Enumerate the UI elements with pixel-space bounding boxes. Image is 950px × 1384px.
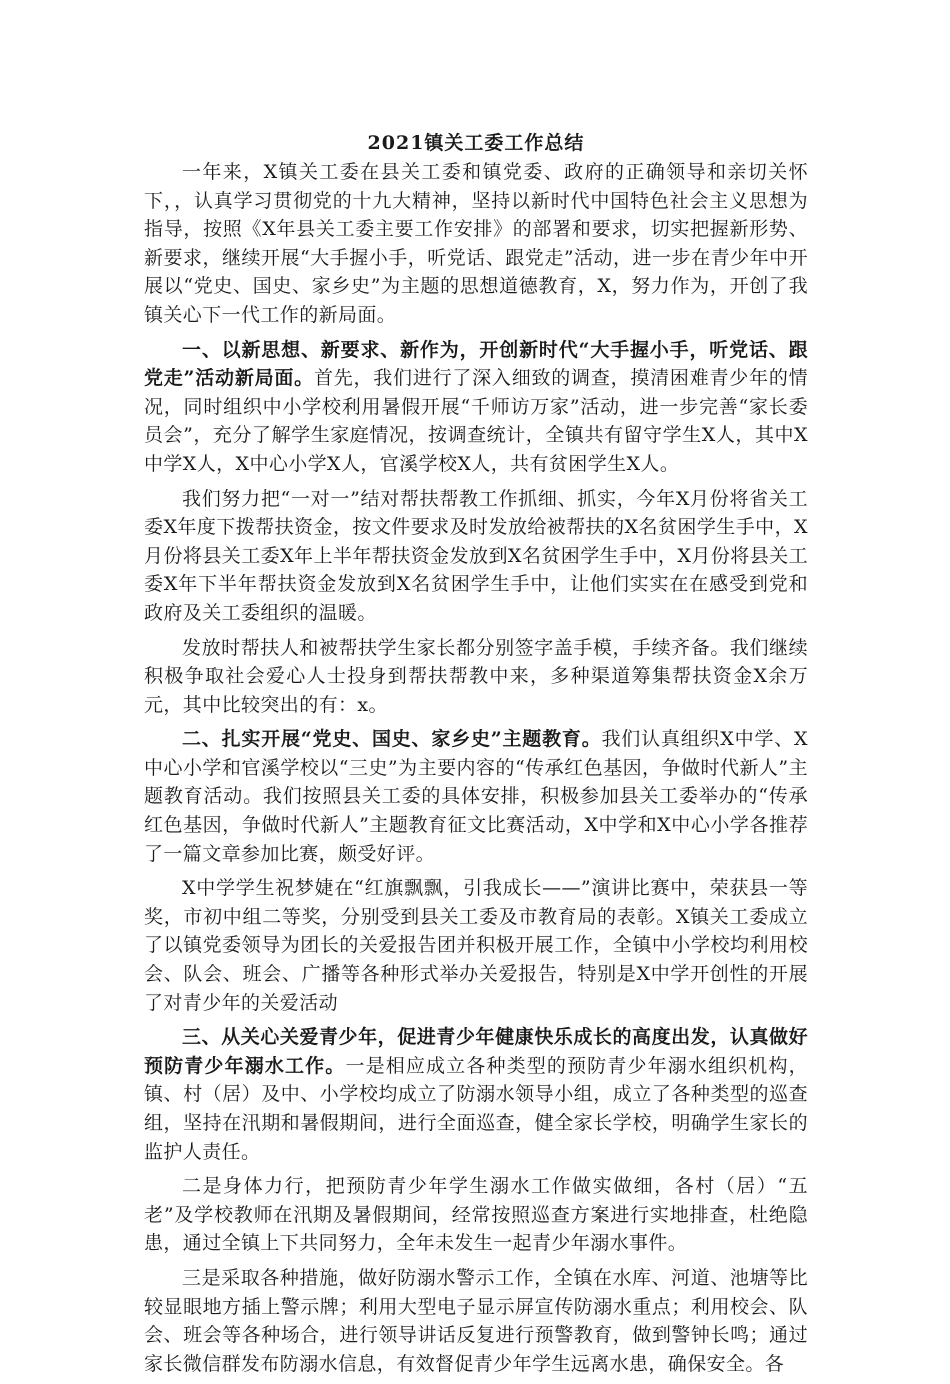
section-heading-three: 三、从关心关爱青少年，促进青少年健康快乐成长的高度出发，认真做好预防青少年溺水工作。 (144, 1026, 808, 1077)
paragraph-text: X中学学生祝梦婕在“红旗飘飘，引我成长——”演讲比赛中，荣获县一等奖，市初中组二等奖，分别受到县关工委及市教育局的表彰。X镇关工委成立了以镇党委领导为团长的关爱报告团并积极开展工作，全镇中小学校均利用校会、队会、班会、广播等各种形式举办关爱报告，特别是X中学开创性的开展了对青少年的关爱活动 (144, 877, 808, 1014)
paragraph-text: 二是身体力行，把预防青少年学生溺水工作做实做细，各村（居）“五老”及学校教师在汛期及暑假期间，经常按照巡查方案进行实地排查，杜绝隐患，通过全镇上下共同努力，全年未发生一起青少年溺水事件。 (144, 1175, 808, 1255)
paragraph-section-three (144, 1023, 808, 1166)
paragraph-section-one (144, 336, 808, 479)
paragraph-text: 一年来，X镇关工委在县关工委和镇党委、政府的正确领导和亲切关怀下，，认真学习贯彻党的十九大精神，坚持以新时代中国特色社会主义思想为指导，按照《X年县关工委主要工作安排》的部署和要求，切实把握新形势、新要求，继续开展“大手握小手，听党话、跟党走”活动，进一步在青少年中开展以“党史、国史、家乡史”为主题的思想道德教育，X，努力作为，开创了我镇关心下一代工作的新局面。 (144, 161, 808, 326)
paragraph-text: 我们努力把“一对一”结对帮扶帮教工作抓细、抓实，今年X月份将省关工委X年度下拨帮扶资金，按文件要求及时发放给被帮扶的X名贫困学生手中，X月份将县关工委X年上半年帮扶资金发放到X名贫困学生手中，X月份将县关工委X年下半年帮扶资金发放到X名贫困学生手中，让他们实实在在感受到党和政府及关工委组织的温暖。 (144, 487, 808, 624)
section-heading-two: 二、扎实开展“党史、国史、家乡史”主题教育。 (182, 728, 602, 751)
document-title: 2021镇关工委工作总结 (367, 132, 585, 154)
paragraph-inspection (144, 1172, 808, 1258)
paragraph-text: 发放时帮扶人和被帮扶学生家长都分别签字盖手模，手续齐备。我们继续积极争取社会爱心人士投身到帮扶帮教中来，多种渠道筹集帮扶资金X余万元，其中比较突出的有：x。 (144, 636, 808, 716)
paragraph-text: 我们认真组织X中学、X中心小学和官溪学校以“三史”为主要内容的“传承红色基因，争做时代新人”主题教育活动。我们按照县关工委的具体安排，积极参加县关工委举办的“传承红色基因，争做时代新人”主题教育征文比赛活动，X中学和X中心小学各推荐了一篇文章参加比赛，颇受好评。 (144, 728, 808, 865)
paragraph-text: 一是相应成立各种类型的预防青少年溺水组织机构，镇、村（居）及中、小学校均成立了防溺水领导小组，成立了各种类型的巡查组，坚持在汛期和暑假期间，进行全面巡查，健全家长学校，明确学生家长的监护人责任。 (144, 1054, 808, 1163)
paragraph-assistance (144, 485, 808, 628)
paragraph-text: 首先，我们进行了深入细致的调查，摸清困难青少年的情况，同时组织中小学校利用暑假开展“千师访万家”活动，进一步完善“家长委员会”，充分了解学生家庭情况，按调查统计，全镇共有留守学生X人，其中X中学X人，X中心小学X人，官溪学校X人，共有贫困学生X人。 (144, 367, 808, 475)
paragraph-speech-contest (144, 874, 808, 1017)
paragraph-section-two (144, 725, 808, 868)
paragraph-funds (144, 634, 808, 720)
paragraph-warning (144, 1264, 808, 1378)
document-page (144, 128, 808, 1384)
paragraph-intro (144, 158, 808, 330)
section-heading-one: 一、以新思想、新要求、新作为，开创新时代“大手握小手，听党话、跟党走”活动新局面。 (144, 338, 808, 390)
paragraph-text: 三是采取各种措施，做好防溺水警示工作，全镇在水库、河道、池塘等比较显眼地方插上警示牌；利用大型电子显示屏宣传防溺水重点；利用校会、队会、班会等各种场合，进行领导讲话反复进行预警教育，做到警钟长鸣；通过家长微信群发布防溺水信息，有效督促青少年学生远离水患，确保安全。各 (144, 1266, 808, 1375)
